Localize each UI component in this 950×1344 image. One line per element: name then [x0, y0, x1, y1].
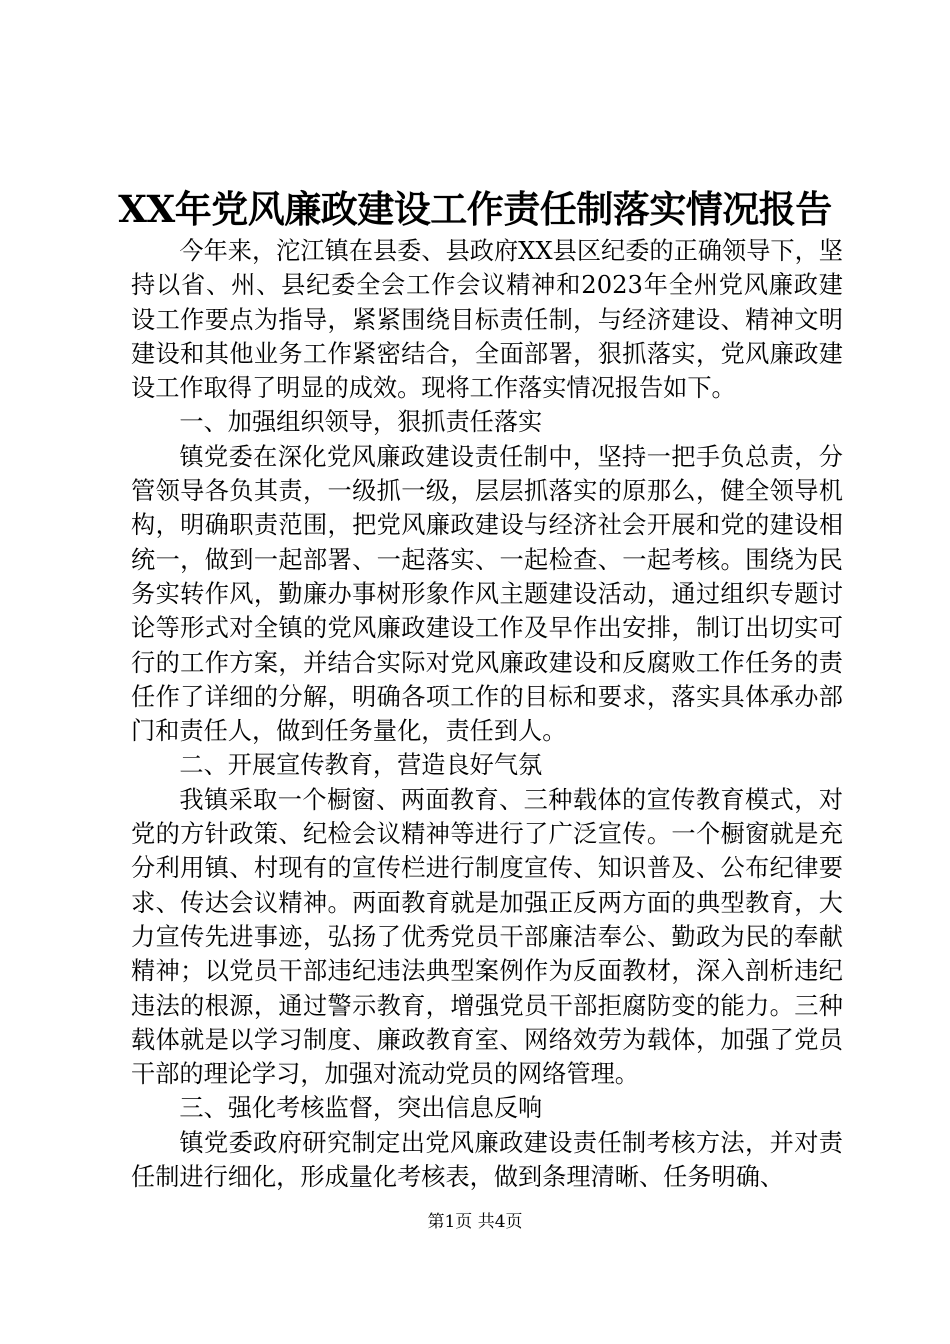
document-body [131, 234, 843, 1194]
section-1-heading: 一、加强组织领导，狠抓责任落实 [179, 408, 543, 437]
section-2-paragraph: 我镇采取一个橱窗、两面教育、三种载体的宣传教育模式，对党的方针政策、纪检会议精神等进行了广泛宣传。一个橱窗就是充分利用镇、村现有的宣传栏进行制度宣传、知识普及、公布纪律要求、传达会议精神。两面教育就是加强正反两方面的典型教育，大力宣传先进事迹，弘扬了优秀党员干部廉洁奉公、勤政为民的奉献精神；以党员干部违纪违法典型案例作为反面教材，深入剖析违纪违法的根源，通过警示教育，增强党员干部拒腐防变的能力。三种载体就是以学习制度、廉政教育室、网络效劳为载体，加强了党员干部的理论学习，加强对流动党员的网络管理。 [131, 785, 843, 1089]
section-2-heading: 二、开展宣传教育，营造良好气氛 [179, 751, 543, 780]
section-1-paragraph: 镇党委在深化党风廉政建设责任制中，坚持一把手负总责，分管领导各负其责，一级抓一级，层层抓落实的原那么，健全领导机构，明确职责范围，把党风廉政建设与经济社会开展和党的建设相统一，做到一起部署、一起落实、一起检查、一起考核。围绕为民务实转作风，勤廉办事树形象作风主题建设活动，通过组织专题讨论等形式对全镇的党风廉政建设工作及早作出安排，制订出切实可行的工作方案，并结合实际对党风廉政建设和反腐败工作任务的责任作了详细的分解，明确各项工作的目标和要求，落实具体承办部门和责任人，做到任务量化，责任到人。 [131, 442, 843, 746]
page-number-footer: 第1页 共4页 [427, 1212, 523, 1232]
document-title: XX年党风廉政建设工作责任制落实情况报告 [118, 187, 832, 231]
section-3-paragraph: 镇党委政府研究制定出党风廉政建设责任制考核方法，并对责任制进行细化，形成量化考核表，做到条理清晰、任务明确、 [131, 1128, 843, 1192]
section-3-heading: 三、强化考核监督，突出信息反响 [179, 1094, 543, 1123]
intro-paragraph: 今年来，沱江镇在县委、县政府XX县区纪委的正确领导下，坚持以省、州、县纪委全会工作会议精神和2023年全州党风廉政建设工作要点为指导，紧紧围绕目标责任制，与经济建设、精神文明建设和其他业务工作紧密结合，全面部署，狠抓落实，党风廉政建设工作取得了明显的成效。现将工作落实情况报告如下。 [131, 237, 843, 403]
